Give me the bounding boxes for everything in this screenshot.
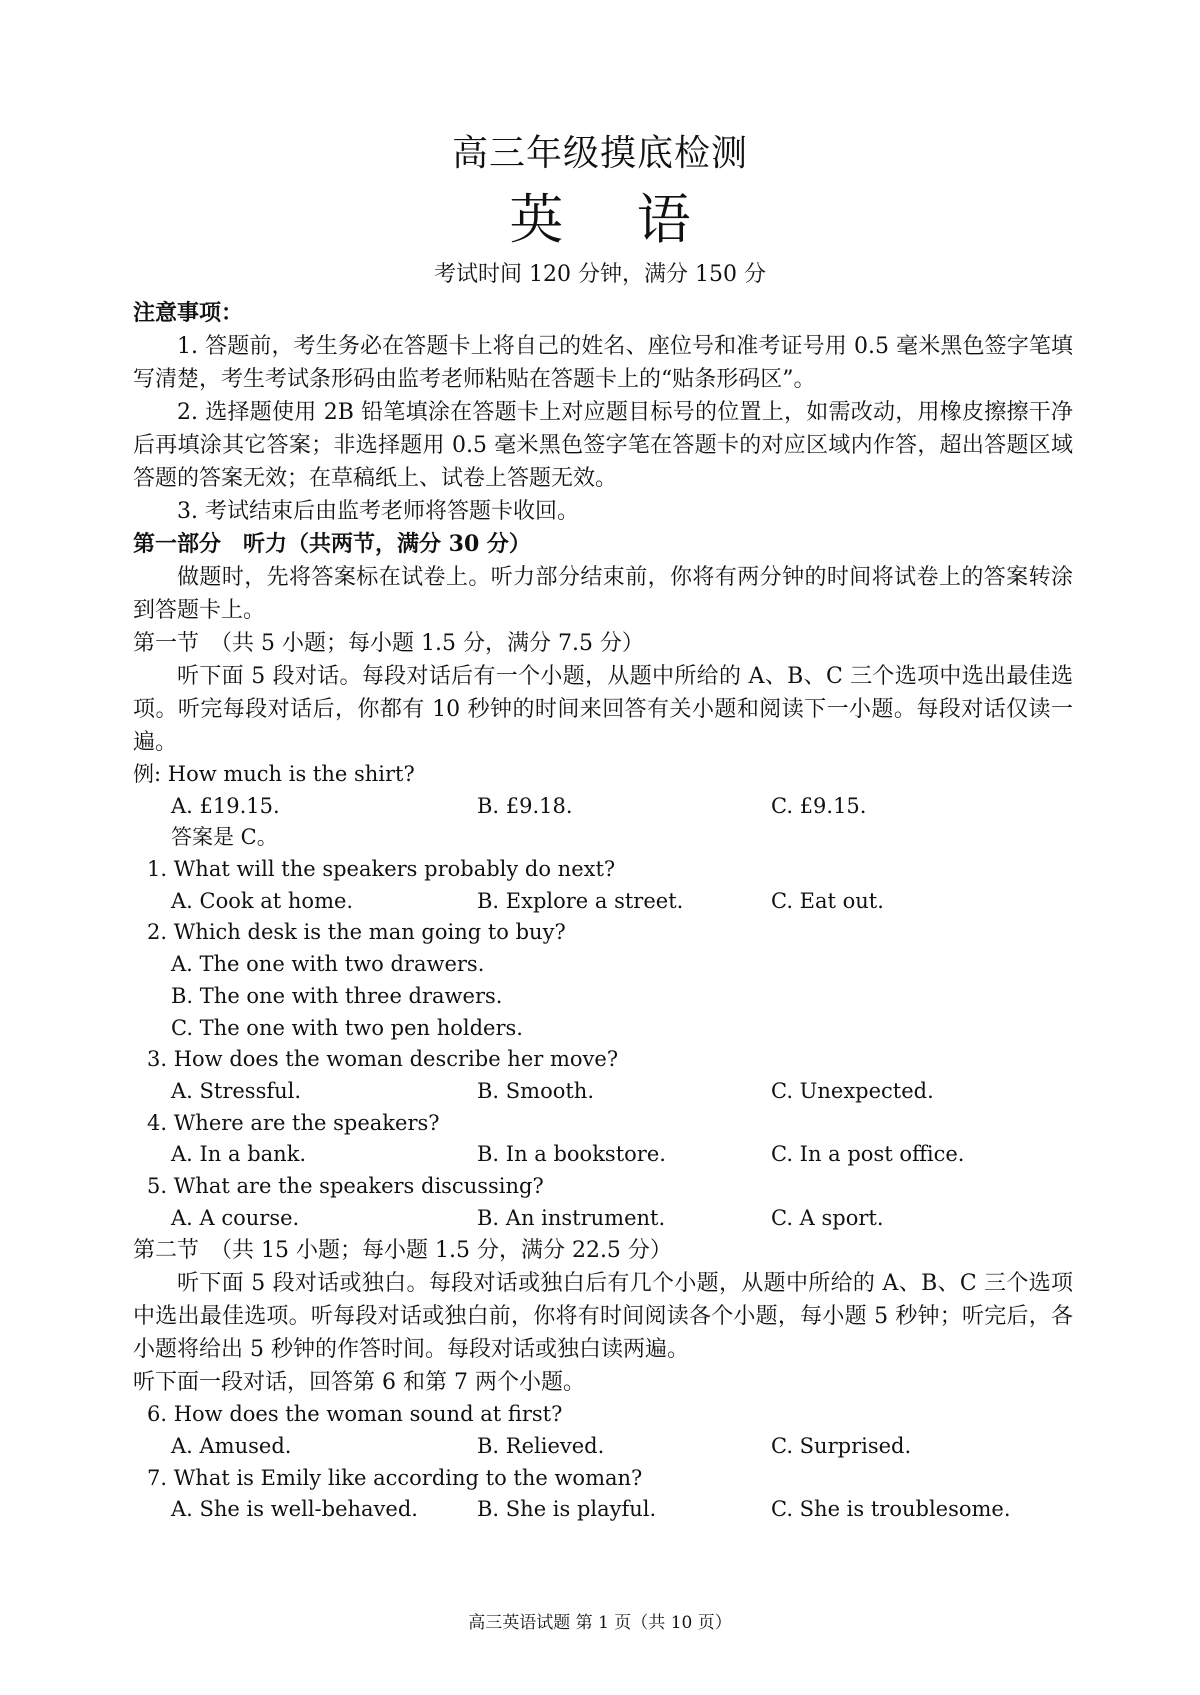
option-c: C. Eat out. xyxy=(771,888,884,913)
notice-item-3: 3. 考试结束后由监考老师将答题卡收回。 xyxy=(177,499,579,524)
option-c: C. The one with two pen holders. xyxy=(171,1015,523,1040)
section1-heading: 第一节 （共 5 小题；每小题 1.5 分，满分 7.5 分） xyxy=(133,631,644,656)
option-c: C. In a post office. xyxy=(771,1142,965,1167)
notice-heading: 注意事项： xyxy=(133,300,244,326)
option-b: B. She is playful. xyxy=(477,1497,657,1522)
option-b: B. The one with three drawers. xyxy=(171,983,503,1008)
option-b: B. Smooth. xyxy=(477,1078,595,1103)
question-4: 4. Where are the speakers? xyxy=(147,1110,440,1135)
notice-item-2: 2. 选择题使用 2B 铅笔填涂在答题卡上对应题目标号的位置上，如需改动，用橡皮擦擦干净后再填涂其它答案；非选择题用 0.5 毫米黑色签字笔在答题卡的对应区域内作答，超出答题区域答题的答案无效；在草稿纸上、试卷上答题无效。 xyxy=(133,400,1073,491)
option-c: C. A sport. xyxy=(771,1205,884,1230)
example-question: 例: How much is the shirt? xyxy=(133,762,415,786)
part1-intro: 做题时，先将答案标在试卷上。听力部分结束前，你将有两分钟的时间将试卷上的答案转涂到答题卡上。 xyxy=(133,565,1073,623)
question-2: 2. Which desk is the man going to buy? xyxy=(147,920,566,945)
question-6: 6. How does the woman sound at first? xyxy=(147,1402,563,1427)
notice-item-1: 1. 答题前，考生务必在答题卡上将自己的姓名、座位号和准考证号用 0.5 毫米黑色签字笔填写清楚，考生考试条形码由监考老师粘贴在答题卡上的“贴条形码区”。 xyxy=(133,334,1073,392)
section2-instruction: 听下面一段对话，回答第 6 和第 7 两个小题。 xyxy=(133,1370,585,1396)
option-b: B. In a bookstore. xyxy=(477,1142,666,1167)
exam-info: 考试时间 120 分钟，满分 150 分 xyxy=(434,262,766,287)
section1-intro: 听下面 5 段对话。每段对话后有一个小题，从题中所给的 A、B、C 三个选项中选出最佳选项。听完每段对话后，你都有 10 秒钟的时间来回答有关小题和阅读下一小题。每段对话仅读一遍。 xyxy=(133,664,1073,755)
question-4-options xyxy=(133,1139,1073,1171)
question-1: 1. What will the speakers probably do next? xyxy=(147,857,616,882)
subject-title: 英 语 xyxy=(509,188,719,251)
option-a: A. Stressful. xyxy=(171,1078,302,1103)
section2-heading: 第二节 （共 15 小题；每小题 1.5 分，满分 22.5 分） xyxy=(133,1238,672,1264)
option-b: B. Explore a street. xyxy=(477,888,684,913)
option-a: A. The one with two drawers. xyxy=(171,952,485,977)
example-answer: 答案是 C。 xyxy=(171,825,278,850)
part1-heading: 第一部分 听力（共两节，满分 30 分） xyxy=(133,531,531,557)
option-b: B. Relieved. xyxy=(477,1434,605,1458)
question-5: 5. What are the speakers discussing? xyxy=(147,1173,544,1198)
option-c: C. She is troublesome. xyxy=(771,1497,1011,1522)
section2-intro: 听下面 5 段对话或独白。每段对话或独白后有几个小题，从题中所给的 A、B、C 三个选项中选出最佳选项。听每段对话或独白前，你将有时间阅读各个小题，每小题 5 秒钟；听完后，各小题将给出 5 秒钟的作答时间。每段对话或独白读两遍。 xyxy=(133,1271,1073,1363)
option-c: C. Unexpected. xyxy=(771,1078,934,1103)
question-7-options xyxy=(133,1494,1073,1526)
example-options xyxy=(133,791,1073,823)
question-3: 3. How does the woman describe her move? xyxy=(147,1047,619,1072)
option-a: A. Amused. xyxy=(171,1434,292,1458)
option-a: A. She is well-behaved. xyxy=(171,1497,418,1522)
option-a: A. In a bank. xyxy=(171,1142,307,1167)
option-a: A. A course. xyxy=(171,1205,300,1230)
question-7: 7. What is Emily like according to the woman? xyxy=(147,1465,643,1490)
page-footer: 高三英语试题 第 1 页（共 10 页） xyxy=(468,1613,732,1633)
exam-title: 高三年级摸底检测 xyxy=(451,133,748,174)
option-c: C. Surprised. xyxy=(771,1434,912,1458)
question-6-options xyxy=(133,1431,1073,1463)
exam-content xyxy=(133,297,1073,1526)
option-a: A. Cook at home. xyxy=(171,888,354,913)
question-3-options xyxy=(133,1076,1073,1108)
option-a: A. £19.15. xyxy=(171,793,280,818)
question-1-options xyxy=(133,886,1073,918)
question-5-options xyxy=(133,1203,1073,1235)
option-b: B. An instrument. xyxy=(477,1205,666,1230)
option-c: C. £9.15. xyxy=(771,793,867,818)
option-b: B. £9.18. xyxy=(477,793,573,818)
